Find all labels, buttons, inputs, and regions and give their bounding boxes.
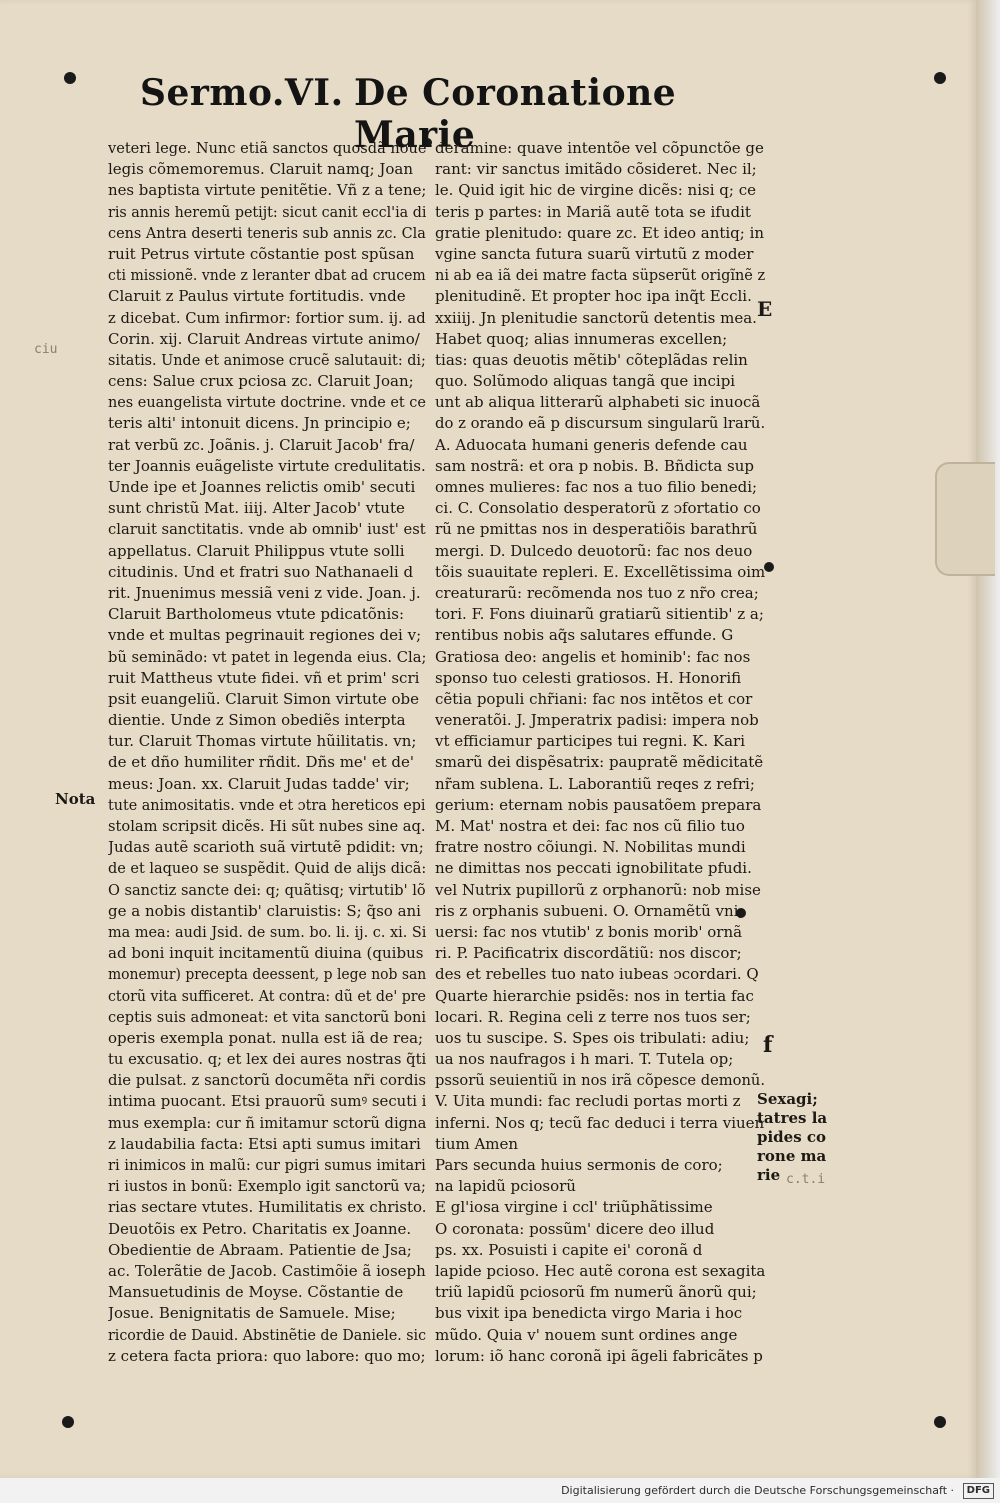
text-line: bũ seminãdo: vt patet in legenda eius. Cla; xyxy=(108,647,426,666)
text-line: A. Aduocata humani generis defende cau xyxy=(435,435,748,454)
text-line: rant: vir sanctus imitãdo cõsideret. Nec il; xyxy=(435,160,757,179)
text-line: mũdo. Quia v' nouem sunt ordines ange xyxy=(435,1325,738,1344)
text-line: teris alti' intonuit dicens. Jn principio e; xyxy=(108,414,411,433)
text-line: do z orando eã p discursum singularũ lrarũ. xyxy=(435,414,765,433)
text-line: Pars secunda huius sermonis de coro; xyxy=(435,1156,723,1174)
text-line: z dicebat. Cum infirmor: fortior sum. ij. ad xyxy=(108,308,426,327)
text-line: monemur) precepta deessent, p lege nob san xyxy=(108,965,426,984)
text-line: dientie. Unde z Simon obediẽs interpta xyxy=(108,711,406,730)
text-line: psit euangeliũ. Claruit Simon virtute obe xyxy=(108,689,420,708)
text-line: Claruit z Paulus virtute fortitudis. vnde xyxy=(108,287,406,306)
margin-note-line: tatres la xyxy=(757,1109,828,1127)
text-line: ge a nobis distantib' claruistis: S; q̃so ani xyxy=(108,901,421,920)
text-line: O coronata: possũm' dicere deo illud xyxy=(435,1219,715,1238)
text-line: vnde et multas pegrinauit regiones dei v; xyxy=(108,626,422,645)
ink-dot xyxy=(62,1416,74,1428)
text-line: Deuotõis ex Petro. Charitatis ex Joanne. xyxy=(108,1219,412,1238)
text-line: sponso tuo celesti gratiosos. H. Honorifi xyxy=(435,668,742,687)
text-line: ps. xx. Posuisti i capite ei' coronã d xyxy=(435,1240,703,1259)
text-line: sitatis. Unde et animose crucẽ salutauit: di; xyxy=(108,350,426,369)
text-line: des et rebelles tuo nato iubeas ɔcordari. Q xyxy=(435,965,759,984)
text-line: claruit sanctitatis. vnde ab omnib' iust' est xyxy=(108,520,426,539)
text-line: ruit Petrus virtute cõstantie post spũsan xyxy=(108,244,415,263)
text-line: Gratiosa deo: angelis et hominib': fac nos xyxy=(435,647,751,666)
dfg-logo: DFG xyxy=(963,1483,994,1499)
page-tab-notch xyxy=(935,462,995,576)
right-text-column xyxy=(435,138,765,1367)
text-line: smarũ dei dispẽsatrix: paupratẽ mẽdicitatẽ xyxy=(435,753,764,772)
text-line: E gl'iosa virgine i ccl' triũphãtissime xyxy=(435,1198,713,1217)
text-line: lorum: iõ hanc coronã ipi ãgeli fabricãtes p xyxy=(435,1346,763,1365)
text-line: die pulsat. z sanctorũ documẽta nr̃i cordis xyxy=(108,1071,426,1090)
text-line: sunt christũ Mat. iiij. Alter Jacob' vtute xyxy=(108,499,405,518)
text-line: ci. C. Consolatio desperatorũ z ɔfortatio co xyxy=(435,499,761,518)
text-line: Judas autẽ scarioth suã virtutẽ pdidit: vn; xyxy=(108,838,424,857)
text-line: meus: Joan. xx. Claruit Judas tadde' vir; xyxy=(108,774,410,793)
left-text-column xyxy=(108,138,426,1367)
text-line: unt ab aliqua litterarũ alphabeti sic inuocã xyxy=(435,393,761,412)
text-line: locari. R. Regina celi z terre nos tuos ser; xyxy=(435,1007,751,1026)
text-line: triũ lapidũ pciosorũ fm numerũ ãnorũ qui; xyxy=(435,1283,757,1302)
text-line: rias sectare vtutes. Humilitatis ex christo. xyxy=(108,1198,426,1217)
text-line: ri inimicos in malũ: cur pigri sumus imitari xyxy=(108,1156,426,1174)
text-line: ac. Tolerãtie de Jacob. Castimõie ã ioseph xyxy=(108,1261,426,1280)
ink-dot xyxy=(934,72,946,84)
text-line: rũ ne pmittas nos in desperatiõis barathrũ xyxy=(435,520,758,539)
text-line: legis cõmemoremus. Claruit namq; Joan xyxy=(108,160,414,179)
text-line: de et dño humiliter rñdit. Dñs me' et de' xyxy=(108,753,414,772)
ink-dot xyxy=(934,1416,946,1428)
text-line: bus vixit ipa benedicta virgo Maria i hoc xyxy=(435,1304,743,1323)
text-line: O sanctiz sancte dei: q; quãtisq; virtutib' lõ xyxy=(108,880,426,899)
text-line: ad boni inquit incitamentũ diuina (quibus xyxy=(108,944,424,963)
text-line: tute animositatis. vnde et ɔtra hereticos epi xyxy=(108,795,426,814)
text-line: vt efficiamur participes tui regni. K. Kari xyxy=(435,732,746,751)
sermon-title: De Coronatione Marie xyxy=(354,72,677,156)
text-line: Obedientie de Abraam. Patientie de Jsa; xyxy=(108,1240,412,1259)
text-line: na lapidũ pciosorũ xyxy=(435,1177,576,1196)
text-line: Mansuetudinis de Moyse. Cõstantie de xyxy=(108,1283,404,1302)
text-line: veteri lege. Nunc etiã sanctos quosdã noue xyxy=(108,139,426,157)
text-line: nes baptista virtute penitẽtie. Vñ z a tene; xyxy=(108,181,426,200)
text-line: sam nostrã: et ora p nobis. B. Bñdicta sup xyxy=(435,456,755,475)
text-line: ni ab ea iã dei matre facta süpserũt origĩnẽ z xyxy=(435,266,765,285)
footer-bar xyxy=(0,1478,1000,1503)
margin-letter-f: f xyxy=(763,1032,773,1058)
text-line: xxiiij. Jn plenitudie sanctorũ detentis mea. xyxy=(435,308,757,327)
text-line: plenitudinẽ. Et propter hoc ipa inq̃t Eccli. xyxy=(435,287,752,306)
text-line: z cetera facta priora: quo labore: quo mo; xyxy=(108,1346,426,1365)
text-line: inferni. Nos q; tecũ fac deduci i terra viuen xyxy=(435,1113,765,1132)
text-line: tias: quas deuotis mẽtib' cõteplãdas relin xyxy=(435,350,748,369)
text-line: creaturarũ: recõmenda nos tuo z nr̃o crea; xyxy=(435,583,759,602)
margin-note-nota: Nota xyxy=(55,790,96,808)
text-line: ma mea: audi Jsid. de sum. bo. li. ij. c. xi. Si xyxy=(108,922,426,941)
text-line: ricordie de Dauid. Abstinẽtie de Daniele. sic xyxy=(108,1325,426,1344)
text-line: Unde ipe et Joannes relictis omib' secuti xyxy=(108,478,416,496)
text-line: cẽtia populi chr̃iani: fac nos intẽtos et cor xyxy=(435,689,753,708)
text-line: quo. Solũmodo aliquas tangã que incipi xyxy=(435,372,736,391)
text-line: ri. P. Pacificatrix discordãtiũ: nos discor; xyxy=(435,944,742,963)
text-line: V. Uita mundi: fac recludi portas morti z xyxy=(435,1092,741,1111)
text-line: deramine: quave intentõe vel cõpunctõe ge xyxy=(435,139,764,157)
text-line: nes euangelista virtute doctrine. vnde et ce xyxy=(108,393,426,412)
text-line: Corin. xij. Claruit Andreas virtute animo/ xyxy=(108,329,420,348)
text-line: rat verbũ zc. Joãnis. j. Claruit Jacob' fra/ xyxy=(108,435,415,454)
faint-offset-mark: ciu xyxy=(34,342,58,357)
text-line: mus exempla: cur ñ imitamur sctorũ digna xyxy=(108,1113,426,1132)
margin-note-line: pides co xyxy=(757,1128,827,1146)
text-line: fratre nostro cõiungi. N. Nobilitas mundi xyxy=(435,838,746,857)
text-line: uersi: fac nos vtutib' z bonis morib' ornã xyxy=(435,922,743,941)
text-line: tõis suauitate repleri. E. Excellẽtissima oim xyxy=(435,562,765,581)
text-line: nr̃am sublena. L. Laborantiũ reqes z refri; xyxy=(435,774,755,793)
text-line: omnes mulieres: fac nos a tuo filio benedi; xyxy=(435,478,758,496)
text-line: cti missionẽ. vnde z leranter dbat ad crucem xyxy=(108,266,426,285)
text-line: lapide pcioso. Hec autẽ corona est sexagita xyxy=(435,1261,765,1280)
text-line: rentibus nobis aq̃s salutares effunde. G xyxy=(435,626,734,645)
margin-letter-e: E xyxy=(757,297,773,321)
text-line: pssorũ seuientiũ in nos irã cõpesce demonũ. xyxy=(435,1071,765,1090)
text-line: vel Nutrix pupillorũ z orphanorũ: nob mise xyxy=(435,880,761,899)
text-line: ceptis suis admoneat: et vita sanctorũ boni xyxy=(108,1007,426,1026)
text-line: uos tu suscipe. S. Spes ois tribulati: adiu; xyxy=(435,1028,750,1047)
text-line: intima puocant. Etsi prauorũ sumꝰ secuti i xyxy=(108,1092,426,1111)
funding-credit: Digitalisierung gefördert durch die Deutsche Forschungsgemeinschaft · xyxy=(561,1484,954,1497)
text-line: tium Amen xyxy=(435,1134,519,1153)
margin-note-line: rie xyxy=(757,1166,781,1184)
margin-note-line: rone ma xyxy=(757,1147,827,1165)
text-line: teris p partes: in Mariã autẽ tota se ifudit xyxy=(435,202,751,221)
text-line: vgine sancta futura suarũ virtutũ z moder xyxy=(435,244,754,263)
text-line: Josue. Benignitatis de Samuele. Mise; xyxy=(108,1304,396,1323)
text-line: veneratõi. J. Jmperatrix padisi: impera nob xyxy=(435,711,759,730)
text-line: ne dimittas nos peccati ignobilitate pfudi. xyxy=(435,859,752,878)
text-line: ris z orphanis subueni. O. Ornamẽtũ vni; xyxy=(435,901,744,920)
text-line: de et laqueo se suspẽdit. Quid de alijs dicã: xyxy=(108,859,426,878)
text-line: ris annis heremũ petijt: sicut canit eccl'ia di xyxy=(108,202,426,221)
text-line: cens: Salue crux pciosa zc. Claruit Joan; xyxy=(108,372,414,391)
ink-dot xyxy=(64,72,76,84)
text-line: tori. F. Fons diuinarũ gratiarũ sitientib' z a; xyxy=(435,605,764,624)
text-line: rit. Jnuenimus messiã veni z vide. Joan. j. xyxy=(108,583,421,602)
text-line: Habet quoq; alias innumeras excellen; xyxy=(435,329,728,348)
text-line: ua nos naufragos i h mari. T. Tutela op; xyxy=(435,1050,734,1069)
text-line: tur. Claruit Thomas virtute hũilitatis. vn; xyxy=(108,732,417,751)
ink-dot xyxy=(764,562,774,572)
text-line: ter Joannis euãgeliste virtute credulitatis. xyxy=(108,456,426,475)
margin-note-line: Sexagi; xyxy=(757,1090,818,1108)
text-line: citudinis. Und et fratri suo Nathanaeli d xyxy=(108,562,414,581)
text-line: z laudabilia facta: Etsi apti sumus imitari xyxy=(108,1134,421,1153)
page-edge xyxy=(976,0,1000,1478)
sermon-number: Sermo.VI. xyxy=(140,72,344,114)
text-line: appellatus. Claruit Philippus vtute solli xyxy=(108,541,405,560)
text-line: gerium: eternam nobis pausatõem prepara xyxy=(435,795,762,814)
text-line: M. Mat' nostra et dei: fac nos cũ filio tuo xyxy=(435,817,745,835)
text-line: le. Quid igit hic de virgine dicẽs: nisi q; ce xyxy=(435,181,756,200)
text-line: ctorũ vita sufficeret. At contra: dũ et de' pre xyxy=(108,986,426,1005)
text-line: gratie plenitudo: quare zc. Et ideo antiq; in xyxy=(435,223,765,242)
text-line: ri iustos in bonũ: Exemplo igit sanctorũ va; xyxy=(108,1177,426,1196)
text-line: cens Antra deserti teneris sub annis zc. Cla xyxy=(108,223,426,242)
margin-note-sexagita xyxy=(757,1090,827,1185)
text-line: Quarte hierarchie psidẽs: nos in tertia fac xyxy=(435,986,754,1005)
text-line: operis exempla ponat. nulla est iã de rea; xyxy=(108,1028,424,1047)
text-line: Claruit Bartholomeus vtute pdicatõnis: xyxy=(108,605,405,624)
text-line: ruit Mattheus vtute fidei. vñ et prim' scri xyxy=(108,668,420,687)
text-line: stolam scripsit dicẽs. Hi sũt nubes sine aq. xyxy=(108,817,426,835)
faint-offset-mark: c.t.i xyxy=(786,1172,826,1187)
text-line: mergi. D. Dulcedo deuotorũ: fac nos deuo xyxy=(435,541,753,560)
text-line: tu excusatio. q; et lex dei aures nostras q̃ti xyxy=(108,1050,426,1069)
